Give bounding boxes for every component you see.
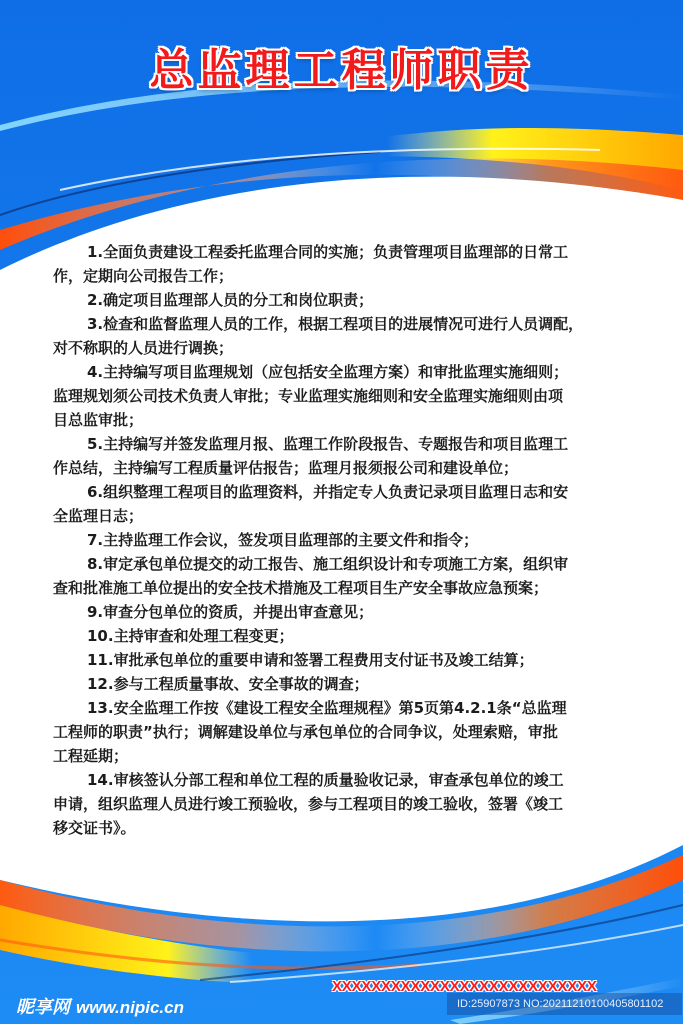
duty-line: 对不称职的人员进行调换； [53,339,234,357]
watermark-site: www.nipic.cn [76,998,184,1017]
watermark-logo [16,993,184,1019]
poster-title: 总监理工程师职责 [149,45,534,96]
duty-line: 12.参与工程质量事故、安全事故的调查； [87,675,369,693]
duty-line: 8.审定承包单位提交的动工报告、施工组织设计和专项施工方案，组织审 [87,555,569,573]
duty-line: 6.组织整理工程项目的监理资料，并指定专人负责记录项目监理日志和安 [87,483,569,501]
duty-line: 2.确定项目监理部人员的分工和岗位职责； [87,291,374,309]
duties-text-block [53,240,623,840]
duty-line: 移交证书》。 [53,819,136,837]
duty-line: 14.审核签认分部工程和单位工程的质量验收记录，审查承包单位的竣工 [87,771,564,789]
duty-line: 工程延期； [53,747,129,765]
placeholder-company-name: XXXXXXXXXXXXXXXXXXXXXXXXXXX [332,978,597,995]
duty-line: 3.检查和监督监理人员的工作，根据工程项目的进展情况可进行人员调配， [87,315,584,333]
duty-line: 工程师的职责”执行；调解建设单位与承包单位的合同争议，处理索赔，审批 [53,723,558,741]
duty-line: 查和批准施工单位提出的安全技术措施及工程项目生产安全事故应急预案； [53,579,549,597]
duty-line: 申请，组织监理人员进行竣工预验收，参与工程项目的竣工验收，签署《竣工 [53,795,564,813]
duty-line: 目总监审批； [53,411,144,429]
duty-line: 7.主持监理工作会议，签发项目监理部的主要文件和指令； [87,531,479,549]
duty-line: 4.主持编写项目监理规划（应包括安全监理方案）和审批监理实施细则； [87,363,569,381]
duty-line: 13.安全监理工作按《建设工程安全监理规程》第5页第4.2.1条“总监理 [87,699,567,717]
duty-line: 10.主持审查和处理工程变更； [87,627,294,645]
duty-line: 11.审批承包单位的重要申请和签署工程费用支付证书及竣工结算； [87,651,534,669]
image-id-label: ID:25907873 NO:20211210100405801102 [447,993,682,1015]
duty-line: 作总结，主持编写工程质量评估报告；监理月报须报公司和建设单位； [53,459,519,477]
watermark-logo-text: 昵享网 [16,997,70,1018]
duty-line: 作，定期向公司报告工作； [53,267,234,285]
duty-line: 1.全面负责建设工程委托监理合同的实施；负责管理项目监理部的日常工 [87,243,569,261]
duty-line: 监理规划须公司技术负责人审批；专业监理实施细则和安全监理实施细则由项 [53,387,564,405]
duty-line: 9.审查分包单位的资质，并提出审查意见； [87,603,374,621]
duty-line: 5.主持编写并签发监理月报、监理工作阶段报告、专题报告和项目监理工 [87,435,569,453]
duty-line: 全监理日志； [53,507,144,525]
